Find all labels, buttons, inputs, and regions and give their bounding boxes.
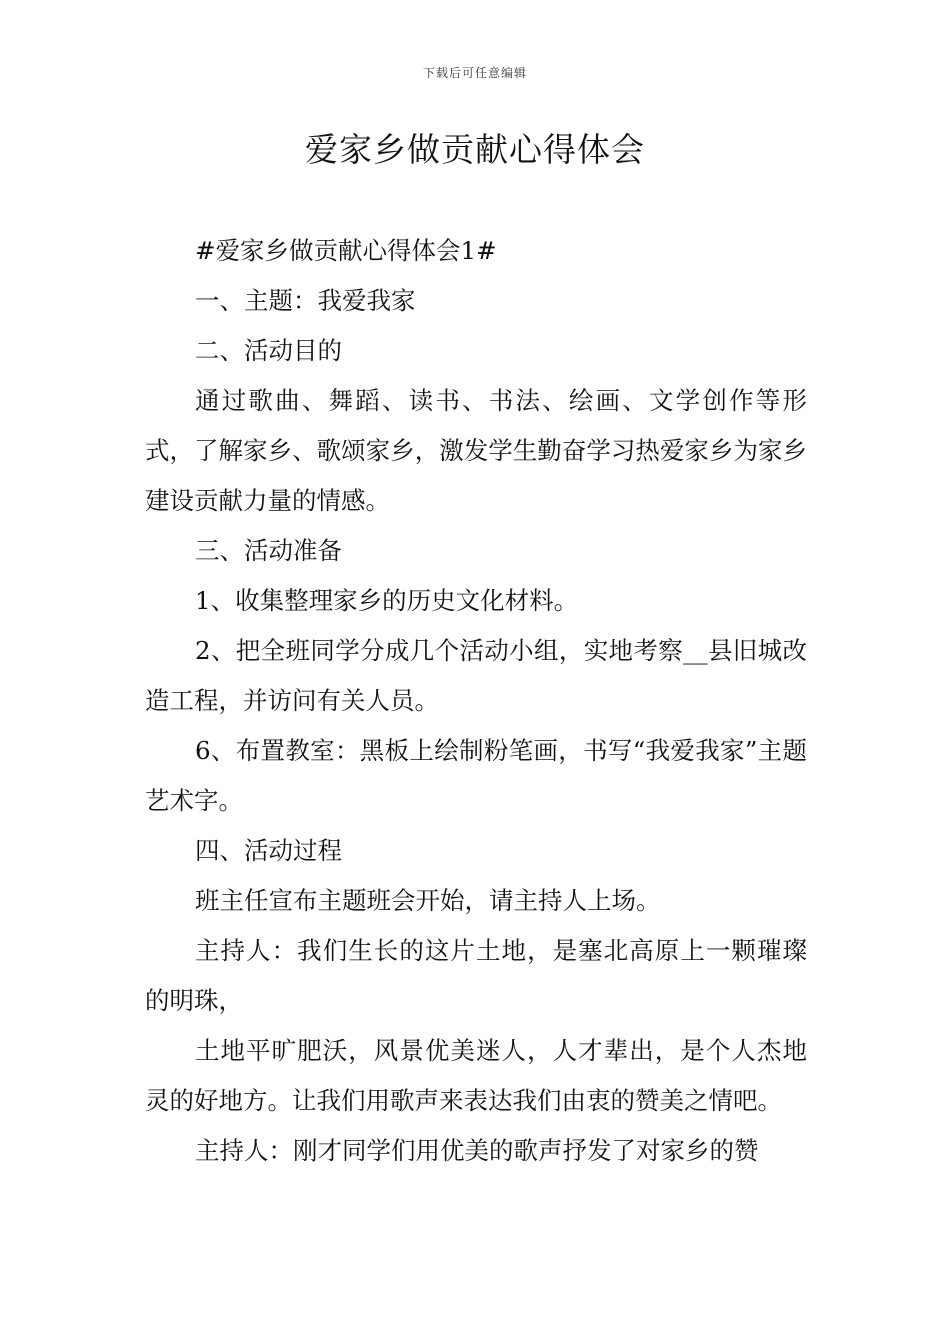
paragraph-theme: 一、主题：我爱我家 <box>195 286 416 315</box>
document-body <box>145 226 807 1176</box>
paragraph-purpose-heading: 二、活动目的 <box>195 336 342 365</box>
paragraph-process-heading: 四、活动过程 <box>195 836 342 865</box>
paragraph-host-1: 主持人：我们生长的这片土地，是塞北高原上一颗璀璨的明珠， <box>145 936 807 1015</box>
header-note: 下载后可任意编辑 <box>422 66 527 80</box>
paragraph-purpose: 通过歌曲、舞蹈、读书、书法、绘画、文学创作等形式，了解家乡、歌颂家乡，激发学生勤奋学习热爱家乡为家乡建设贡献力量的情感。 <box>145 386 807 515</box>
document-title: 爱家乡做贡献心得体会 <box>305 130 645 169</box>
paragraph-prep-2: 2、把全班同学分成几个活动小组，实地考察__县旧城改造工程，并访问有关人员。 <box>145 636 807 715</box>
paragraph-prep-6: 6、布置教室：黑板上绘制粉笔画，书写“我爱我家”主题艺术字。 <box>145 736 807 815</box>
paragraph-host-2: 主持人：刚才同学们用优美的歌声抒发了对家乡的赞 <box>195 1136 759 1165</box>
paragraph-process-start: 班主任宣布主题班会开始，请主持人上场。 <box>195 886 661 915</box>
paragraph-host-1-cont: 土地平旷肥沃，风景优美迷人，人才辈出，是个人杰地灵的好地方。让我们用歌声来表达我们由衷的赞美之情吧。 <box>145 1036 807 1115</box>
paragraph-prep-1: 1、收集整理家乡的历史文化材料。 <box>195 586 579 615</box>
paragraph-preparation-heading: 三、活动准备 <box>195 536 342 565</box>
paragraph-section-heading: #爱家乡做贡献心得体会1# <box>195 236 497 265</box>
